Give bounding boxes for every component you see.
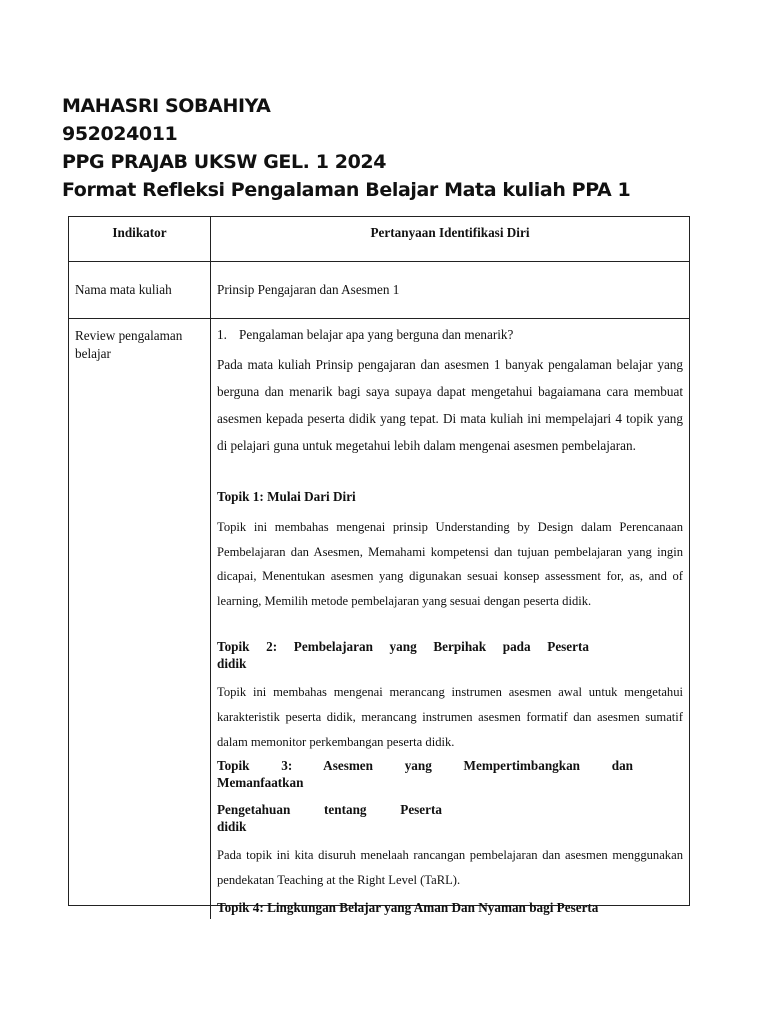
student-number: 952024011	[62, 123, 178, 145]
table-header-row	[69, 217, 689, 262]
program-name: PPG PRAJAB UKSW GEL. 1 2024	[62, 151, 387, 173]
row-label-review: Review pengalaman belajar	[75, 328, 183, 361]
topik3-title: Topik 3: Asesmen yang Mempertimbangkan dan Memanfaatkan	[217, 758, 633, 790]
topik3-title-continued: Pengetahuan tentang Peserta didik	[217, 802, 442, 834]
topik2-body: Topik ini membahas mengenai merancang instrumen asesmen awal untuk mengetahui karakteristik peserta didik, merancang instrumen asesmen formatif dan asesmen sumatif dalam memonitor perkembangan peserta didik.	[217, 685, 683, 749]
table-row	[69, 319, 689, 919]
document-title: Format Refleksi Pengalaman Belajar Mata kuliah PPA 1	[62, 179, 631, 201]
topik4-title: Topik 4: Lingkungan Belajar yang Aman Dan Nyaman bagi Peserta	[217, 900, 599, 915]
table-row	[69, 262, 689, 319]
question-text: Pengalaman belajar apa yang berguna dan menarik?	[239, 327, 514, 342]
topik1-body: Topik ini membahas mengenai prinsip Understanding by Design dalam Perencanaan Pembelajaran dan Asesmen, Memahami kompetensi dan tujuan pembelajaran yang ingin dicapai, Menentukan asesmen yang digunakan sesuai konsep assessment for, as, and of learning, Memilih metode pembelajaran yang sesuai dengan peserta didik.	[217, 520, 683, 608]
topik1-title: Topik 1: Mulai Dari Diri	[217, 489, 356, 504]
topik2-title: Topik 2: Pembelajaran yang Berpihak pada Peserta didik	[217, 639, 589, 671]
row-label-nama-mata-kuliah: Nama mata kuliah	[75, 282, 172, 297]
question-number: 1.	[217, 327, 227, 342]
reflection-table	[68, 216, 690, 915]
intro-paragraph: Pada mata kuliah Prinsip pengajaran dan asesmen 1 banyak pengalaman belajar yang berguna dan menarik bagi saya supaya dapat mengetahui bagaiamana cara membuat asesmen kepada peserta didik yang tepat. Di mata kuliah ini mempelajari 4 topik yang di pelajari guna untuk megetahui lebih dalam mengenai asesmen pembelajaran.	[217, 357, 683, 453]
document-header	[62, 92, 630, 204]
column-header-indikator: Indikator	[69, 217, 211, 261]
question-1	[217, 327, 513, 343]
author-name: MAHASRI SOBAHIYA	[62, 95, 271, 117]
topik3-body: Pada topik ini kita disuruh menelaah rancangan pembelajaran dan asesmen menggunakan pendekatan Teaching at the Right Level (TaRL).	[217, 848, 683, 887]
column-header-pertanyaan: Pertanyaan Identifikasi Diri	[370, 225, 530, 240]
course-name-value: Prinsip Pengajaran dan Asesmen 1	[217, 282, 400, 297]
